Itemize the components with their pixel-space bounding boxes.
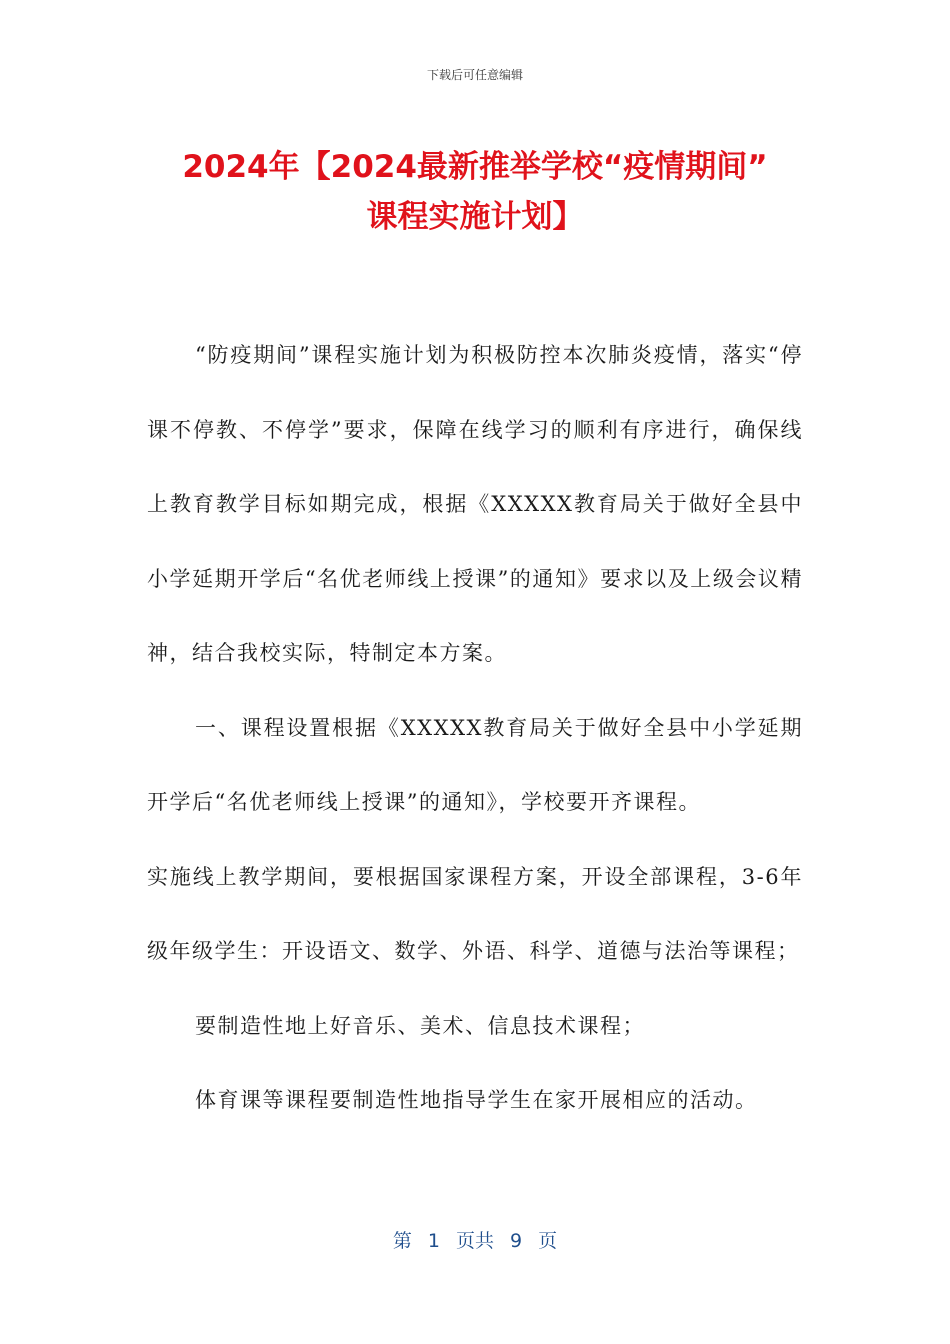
header-note: 下载后可任意编辑	[426, 68, 523, 82]
title-line-1: 2024年【2024最新推举学校“疫情期间”	[182, 149, 768, 185]
paragraph-online-teaching: 实施线上教学期间，要根据国家课程方案，开设全部课程，3-6年级年级学生：开设语文、数学、外语、科学、道德与法治等课程；	[147, 864, 803, 963]
paragraph-arts: 要制造性地上好音乐、美术、信息技术课程；	[195, 1013, 645, 1038]
document-body	[147, 318, 803, 1138]
paragraph-intro: “防疫期间”课程实施计划为积极防控本次肺炎疫情，落实“停课不停教、不停学”要求，保障在线学习的顺利有序进行，确保线上教育教学目标如期完成，根据《XXXXX教育局关于做好全县中小学延期开学后“名优老师线上授课”的通知》要求以及上级会议精神，结合我校实际，特制定本方案。	[147, 343, 803, 665]
page-number: 第 1 页共 9 页	[392, 1230, 558, 1252]
paragraph-course-setup: 一、课程设置根据《XXXXX教育局关于做好全县中小学延期开学后“名优老师线上授课”的通知》，学校要开齐课程。	[147, 715, 803, 814]
document-title	[100, 142, 850, 242]
paragraph-pe: 体育课等课程要制造性地指导学生在家开展相应的活动。	[195, 1088, 758, 1112]
title-line-2: 课程实施计划】	[366, 199, 584, 235]
